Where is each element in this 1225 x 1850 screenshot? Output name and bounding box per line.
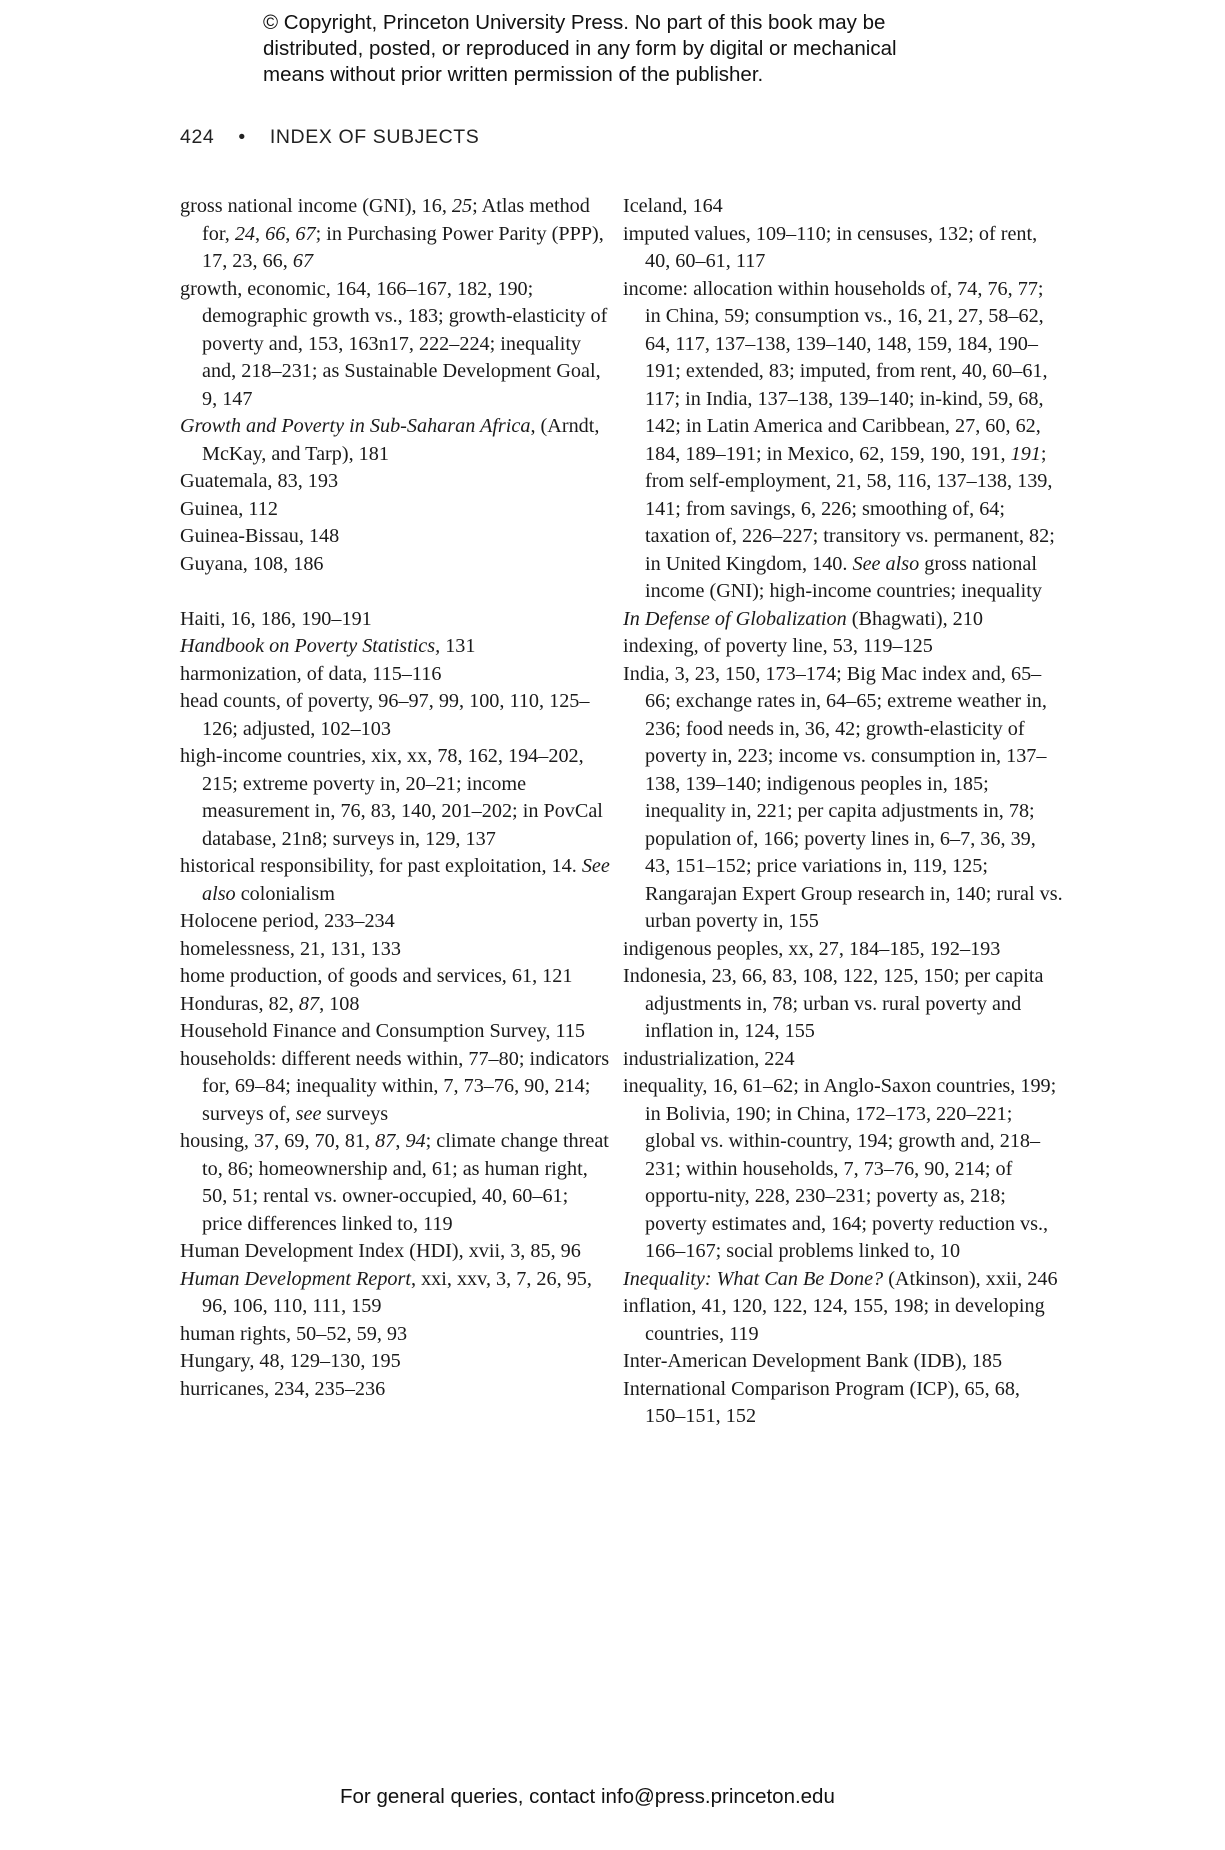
index-entry-text: , [395, 1130, 406, 1152]
index-entry [180, 413, 610, 468]
index-entry-text: Handbook on Poverty Statistics, [180, 635, 441, 657]
index-entry-text: colonialism [235, 882, 335, 905]
index-column-left [180, 193, 610, 1403]
index-entry-text: Household Finance and Consumption Survey, 115 [180, 1020, 586, 1042]
index-entry-text: 67 [295, 222, 316, 245]
index-entry-text: International Comparison Program (ICP), 65, 68, 150–151, 152 [623, 1377, 1020, 1427]
index-entry-text: 66 [265, 222, 286, 245]
index-entry-text: human rights, 50–52, 59, 93 [180, 1322, 408, 1345]
index-entry [180, 1321, 610, 1349]
index-entry [180, 853, 610, 908]
index-entry-text: ; climate change threat to, 86; homeownership and, 61; as human right, 50, 51; rental vs. owner-occupied, 40, 60–61; price differences linked to, 119 [202, 1130, 609, 1235]
copyright-line: means without prior written permission of the publisher. [263, 63, 764, 86]
index-entry-text: Inter-American Development Bank (IDB), 185 [623, 1350, 1003, 1372]
index-entry-text: Haiti, 16, 186, 190–191 [180, 607, 372, 630]
index-entry-text: indigenous peoples, xx, 27, 184–185, 192–193 [623, 937, 1001, 960]
index-entry-text: households: different needs within, 77–80; indicators for, 69–84; inequality within, 7, 73–76, 90, 214; surveys of, [180, 1047, 610, 1125]
index-entry-text: (Bhagwati), 210 [846, 607, 983, 630]
index-entry [180, 193, 610, 276]
copyright-line: distributed, posted, or reproduced in any form by digital or mechanical [263, 37, 897, 60]
index-entry-text: home production, of goods and services, 61, 121 [180, 965, 573, 987]
index-entry-text: , [285, 222, 296, 245]
index-entry [180, 1018, 610, 1046]
index-entry-text: 67 [292, 250, 314, 272]
index-entry [180, 633, 610, 661]
index-entry [180, 1128, 610, 1238]
index-entry [623, 1073, 1063, 1266]
index-entry-text: income: allocation within households of, 74, 76, 77; in China, 59; consumption vs., 16, 21, 27, 58–62, 64, 117, 137–138, 139–140, 148, 159, 184, 190–191; extended, 83; imputed, from rent, 40, 60–61, 117; in India, 137–138, 139–140; in-kind, 59, 68, 142; in Latin America and Caribbean, 27, 60, 62, 184, 189–191; in Mexico, 62, 159, 190, 191, [623, 277, 1048, 465]
index-entry-text: ; in Purchasing Power Parity (PPP), 17, 23, 66, [202, 222, 604, 272]
index-entry [623, 1348, 1063, 1376]
index-entry-text: historical responsibility, for past exploitation, 14. [180, 855, 582, 877]
index-entry-text: inflation, 41, 120, 122, 124, 155, 198; in developing countries, 119 [623, 1295, 1045, 1345]
index-entry-text: 131 [440, 635, 476, 657]
index-entry-text: imputed values, 109–110; in censuses, 132; of rent, 40, 60–61, 117 [623, 222, 1038, 272]
index-entry-text: , (Arndt, McKay, and Tarp), 181 [202, 415, 600, 465]
index-entry-text: inequality, 16, 61–62; in Anglo-Saxon countries, 199; in Bolivia, 190; in China, 172–173, 220–221; global vs. within-country, 194; growth and, 218–231; within households, 7, 73–76, 90, 214; of opportu-nity, 228, 230–231; poverty as, 218; poverty estimates and, 164; poverty reduction vs., 166–167; social problems linked to, 10 [623, 1075, 1057, 1262]
index-entry [180, 276, 610, 414]
copyright-notice [263, 10, 1023, 88]
footer-contact: For general queries, contact info@press.princeton.edu [340, 1785, 835, 1808]
page-number: 424 [180, 126, 215, 148]
index-entry-text: Human Development Index (HDI), xvii, 3, 85, 96 [180, 1240, 581, 1262]
index-entry [623, 1376, 1063, 1431]
index-entry [180, 551, 610, 579]
index-entry-text: Iceland, 164 [623, 195, 723, 217]
index-column-right [623, 193, 1063, 1431]
bullet-separator: • [238, 126, 246, 148]
index-entry [623, 221, 1063, 276]
index-entry-text: Guyana, 108, 186 [180, 552, 324, 575]
index-entry-text: Guinea-Bissau, 148 [180, 525, 340, 547]
index-entry-text: , [255, 222, 266, 245]
index-entry-text: In Defense of Globalization [623, 607, 847, 630]
index-entry [623, 936, 1063, 964]
index-entry [180, 1238, 610, 1266]
index-entry-text: growth, economic, 164, 166–167, 182, 190; demographic growth vs., 183; growth-elasticity of poverty and, 153, 163n17, 222–224; inequality and, 218–231; as Sustainable Development Goal, 9, 147 [180, 277, 608, 410]
index-entry [180, 688, 610, 743]
index-entry [623, 1293, 1063, 1348]
index-entry-text: 25 [451, 195, 473, 217]
index-entry-text: India, 3, 23, 150, 173–174; Big Mac index and, 65–66; exchange rates in, 64–65; extreme weather in, 236; food needs in, 36, 42; growth-elasticity of poverty in, 223; income vs. consumption in, 137–138, 139–140; indigenous peoples in, 185; inequality in, 221; per capita adjustments in, 78; population of, 166; poverty lines in, 6–7, 36, 39, 43, 151–152; price variations in, 119, 125; Rangarajan Expert Group research in, 140; rural vs. urban poverty in, 155 [623, 662, 1063, 932]
index-entry [623, 1046, 1063, 1074]
copyright-line: © Copyright, Princeton University Press. No part of this book may be [263, 11, 886, 34]
index-entry [180, 496, 610, 524]
index-entry [623, 661, 1063, 936]
index-entry-text: gross national income (GNI), 16, [180, 195, 452, 217]
index-entry-text: (Atkinson), xxii, 246 [883, 1267, 1058, 1290]
index-entry-text: ; from self-employment, 21, 58, 116, 137–138, 139, 141; from savings, 6, 226; smoothing of, 64; taxation of, 226–227; transitory vs. permanent, 82; in United Kingdom, 140. [645, 442, 1055, 575]
index-entry-text: See also [202, 855, 610, 905]
index-entry-text: Inequality: What Can Be Done? [623, 1267, 884, 1290]
index-entry [623, 963, 1063, 1046]
index-entry-text: , xxi, xxv, 3, 7, 26, 95, 96, 106, 110, 111, 159 [202, 1267, 592, 1317]
index-entry-text: ; Atlas method for, [202, 195, 590, 245]
index-entry [180, 606, 610, 634]
index-entry [623, 606, 1063, 634]
index-entry [180, 936, 610, 964]
index-entry [180, 1348, 610, 1376]
index-entry-text: hurricanes, 234, 235–236 [180, 1377, 386, 1400]
index-entry-text: high-income countries, xix, xx, 78, 162, 194–202, 215; extreme poverty in, 20–21; income measurement in, 76, 83, 140, 201–202; in PovCal database, 21n8; surveys in, 129, 137 [180, 745, 603, 850]
index-entry-text: surveys [321, 1102, 389, 1125]
index-entry-text: Hungary, 48, 129–130, 195 [180, 1350, 401, 1372]
index-entry-text: homelessness, 21, 131, 133 [180, 937, 401, 960]
index-entry-text: Holocene period, 233–234 [180, 910, 395, 932]
index-entry [180, 908, 610, 936]
index-entry-text: Honduras, 82, [180, 992, 299, 1015]
index-entry-text: Guatemala, 83, 193 [180, 470, 339, 492]
index-entry [180, 661, 610, 689]
index-entry [623, 193, 1063, 221]
index-entry-text: Indonesia, 23, 66, 83, 108, 122, 125, 150; per capita adjustments in, 78; urban vs. rural poverty and inflation in, 124, 155 [623, 965, 1044, 1042]
index-entry [623, 1266, 1063, 1294]
index-entry-text: 87 [375, 1130, 396, 1152]
index-entry-text: 191 [1010, 442, 1041, 465]
index-entry-text: Growth and Poverty in Sub-Saharan Africa [180, 415, 531, 437]
index-entry [180, 991, 610, 1019]
index-entry [180, 1266, 610, 1321]
index-entry-text: see [295, 1102, 322, 1125]
index-entry-text: head counts, of poverty, 96–97, 99, 100, 110, 125–126; adjusted, 102–103 [180, 690, 590, 740]
index-entry-text: indexing, of poverty line, 53, 119–125 [623, 635, 933, 657]
index-entry-text: , 108 [319, 992, 360, 1015]
index-entry [623, 633, 1063, 661]
index-entry [180, 468, 610, 496]
running-head [180, 126, 479, 149]
index-entry-text: 24 [234, 222, 256, 245]
index-entry-text: harmonization, of data, 115–116 [180, 662, 442, 685]
index-entry-text: 87 [298, 992, 320, 1015]
index-entry [180, 523, 610, 551]
section-title: INDEX OF SUBJECTS [269, 126, 480, 148]
index-entry-text: housing, 37, 69, 70, 81, [180, 1130, 376, 1152]
index-entry [180, 743, 610, 853]
index-entry-text: 94 [405, 1130, 426, 1152]
index-entry [180, 963, 610, 991]
index-entry [623, 276, 1063, 606]
index-entry-text: Human Development Report [180, 1267, 411, 1290]
index-entry [180, 1376, 610, 1404]
index-entry-text: See also [852, 552, 920, 575]
index-entry-text: Guinea, 112 [180, 497, 278, 520]
index-entry-text: gross national income (GNI); high-income countries; inequality [645, 552, 1042, 602]
index-entry [180, 1046, 610, 1129]
index-entry-text: industrialization, 224 [623, 1047, 795, 1070]
